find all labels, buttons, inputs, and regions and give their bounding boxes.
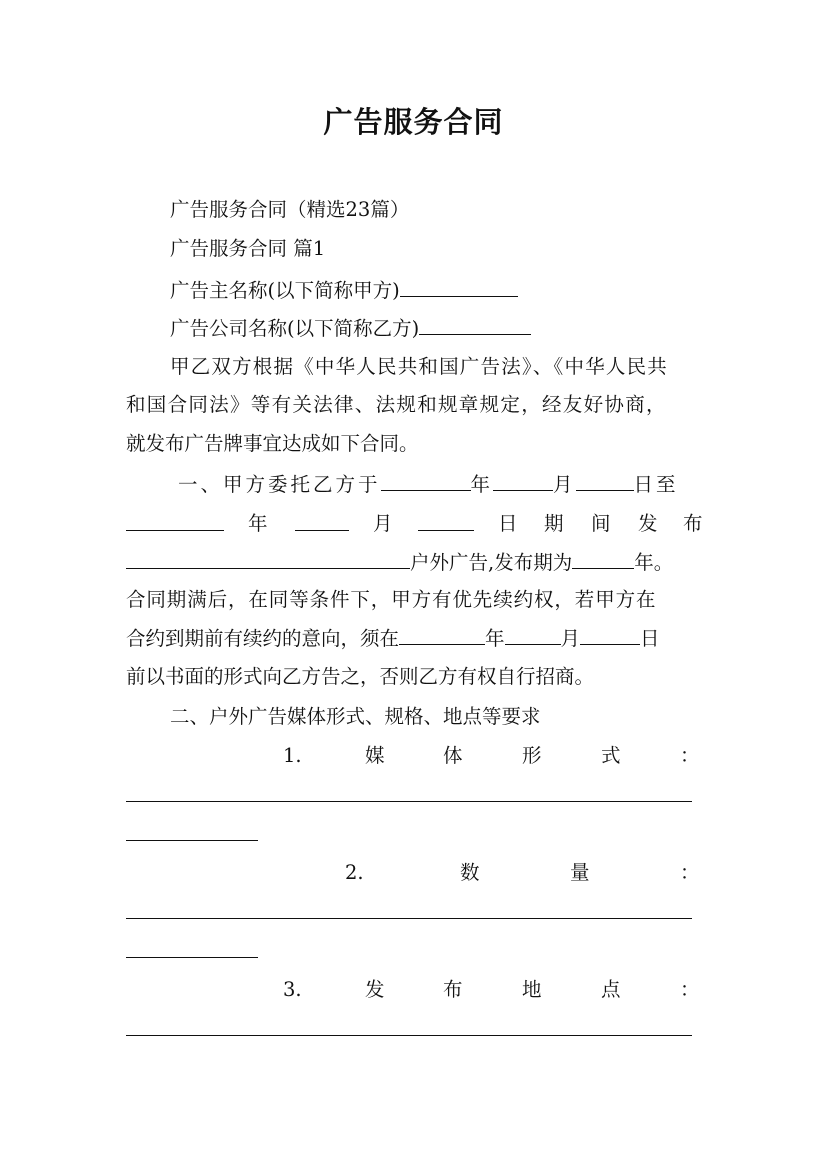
clause1-line-3 — [126, 548, 673, 577]
clause1-line-1 — [178, 470, 679, 499]
renew-month-label: 月 — [560, 627, 581, 650]
ad-period-unit: 年。 — [634, 551, 674, 574]
end-year-label: 年 — [248, 512, 268, 535]
renew-day-blank — [580, 624, 640, 645]
clause1-text: 一、甲方委托乙方于 — [178, 473, 381, 496]
end-day-blank — [418, 530, 474, 531]
intro-line-1: 甲乙双方根据《中华人民共和国广告法》、《中华人民共 — [170, 355, 669, 378]
item3-char-1: 发 — [365, 978, 385, 1001]
party-b-blank — [419, 314, 531, 335]
renew-month-blank — [505, 624, 561, 645]
clause1-line-6: 前以书面的形式向乙方告之，否则乙方有权自行招商。 — [126, 665, 595, 688]
bu-char: 布 — [683, 512, 703, 535]
party-a-blank — [400, 276, 518, 297]
item2-blank-2 — [126, 957, 258, 958]
renew-day-label: 日 — [640, 627, 660, 650]
clause2-heading: 二、户外广告媒体形式、规格、地点等要求 — [170, 705, 541, 728]
item1-char-4: 式 — [601, 744, 621, 767]
section-heading: 广告服务合同 篇1 — [170, 237, 326, 260]
party-b-label: 广告公司名称(以下简称乙方) — [170, 317, 420, 340]
fa-char: 发 — [638, 512, 658, 535]
subtitle: 广告服务合同（精选23篇） — [170, 198, 410, 221]
item1-colon: ： — [680, 744, 700, 767]
item2-char-1: 数 — [460, 861, 480, 884]
ad-content-blank — [126, 548, 410, 569]
year-label: 年 — [470, 473, 494, 496]
item3-char-4: 点 — [601, 978, 621, 1001]
item3-blank-1 — [126, 1035, 692, 1036]
between-char: 间 — [591, 512, 611, 535]
renew-text: 合约到期前有续约的意向，须在 — [126, 627, 400, 650]
start-year-blank — [381, 470, 471, 491]
item3-number: 3. — [283, 978, 302, 1001]
intro-line-2: 和国合同法》等有关法律、法规和规章规定，经友好协商， — [126, 393, 667, 416]
end-year-blank — [126, 530, 224, 531]
ad-period-label: 户外广告,发布期为 — [410, 551, 573, 574]
item2-colon: ： — [680, 861, 700, 884]
item3-char-2: 布 — [443, 978, 463, 1001]
item2-blank-1 — [126, 918, 692, 919]
end-month-blank — [295, 530, 349, 531]
renew-year-blank — [399, 624, 485, 645]
ad-period-blank — [572, 548, 634, 569]
start-month-blank — [493, 470, 553, 491]
item3-char-3: 地 — [522, 978, 542, 1001]
clause1-line-5 — [126, 624, 660, 653]
item2-char-2: 量 — [570, 861, 590, 884]
item3-colon: ： — [680, 978, 700, 1001]
item1-char-3: 形 — [522, 744, 542, 767]
end-month-label: 月 — [373, 512, 393, 535]
month-label: 月 — [553, 473, 576, 496]
item1-blank-1 — [126, 801, 692, 802]
item1-char-1: 媒 — [365, 744, 385, 767]
start-day-blank — [576, 470, 634, 491]
intro-line-3: 就发布广告牌事宜达成如下合同。 — [126, 432, 419, 455]
renew-year-label: 年 — [485, 627, 505, 650]
day-to-label: 日至 — [633, 473, 679, 496]
end-day-label: 日 — [498, 512, 518, 535]
party-a-line — [170, 276, 518, 305]
party-a-label: 广告主名称(以下简称甲方) — [170, 279, 400, 302]
item1-char-2: 体 — [443, 744, 463, 767]
period-char: 期 — [544, 512, 564, 535]
party-b-line — [170, 314, 531, 343]
item2-number: 2. — [345, 861, 364, 884]
clause1-line-4: 合同期满后，在同等条件下，甲方有优先续约权，若甲方在 — [126, 588, 657, 611]
page-title: 广告服务合同 — [323, 105, 504, 139]
item1-blank-2 — [126, 840, 258, 841]
item1-number: 1. — [283, 744, 302, 767]
